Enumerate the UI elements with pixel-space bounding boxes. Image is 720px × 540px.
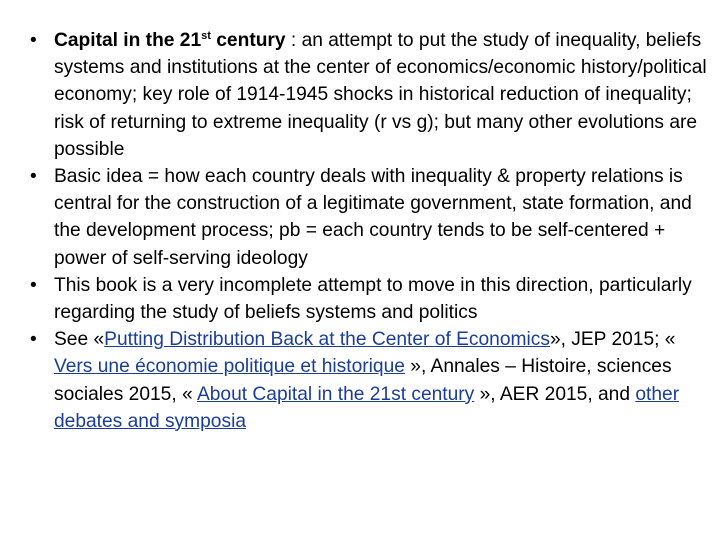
bullet-item-references: [30, 326, 714, 435]
link-jep-article[interactable]: Putting Distribution Back at the Center of Economics: [104, 329, 550, 351]
bullet-item-book: [30, 272, 714, 326]
bullet-text: Basic idea = how each country deals with inequality & property relations is central for the construction of a legitimate government, state formation, and the development process; pb = each country tends to be self-centered + power of self-serving ideology: [54, 166, 692, 269]
reference-text: See «: [54, 329, 105, 351]
bullet-dot: •: [30, 166, 37, 188]
link-debates-symposia[interactable]: other debates and symposia: [54, 383, 680, 432]
ordinal-suffix: st: [201, 30, 211, 42]
bullet-text: : an attempt to put the study of inequality, beliefs systems and institutions at the center of economics/economic history/political economy; key role of 1914-1945 shocks in historical reduction of inequality; risk of returning to extreme inequality (r vs g); but many other evolutions are possible: [54, 30, 707, 160]
reference-text: », Annales – Histoire, sciences sociales 2015, «: [54, 356, 672, 405]
bullet-dot: •: [30, 274, 37, 296]
bullet-dot: •: [30, 30, 37, 51]
bullet-list: [30, 27, 714, 435]
link-aer-article[interactable]: About Capital in the 21st century: [196, 383, 475, 405]
link-annales-article[interactable]: Vers une économie politique et historique: [54, 356, 405, 378]
bullet-item-capital: [30, 27, 714, 163]
book-title: Capital in the 21st century: [54, 30, 286, 51]
bullet-text: This book is a very incomplete attempt to move in this direction, particularly regarding the study of beliefs systems and politics: [54, 274, 692, 324]
bullet-item-basic-idea: [30, 163, 714, 272]
reference-text: », JEP 2015; «: [549, 329, 676, 351]
bullet-dot: •: [30, 329, 37, 351]
reference-text: », AER 2015, and: [474, 383, 636, 405]
